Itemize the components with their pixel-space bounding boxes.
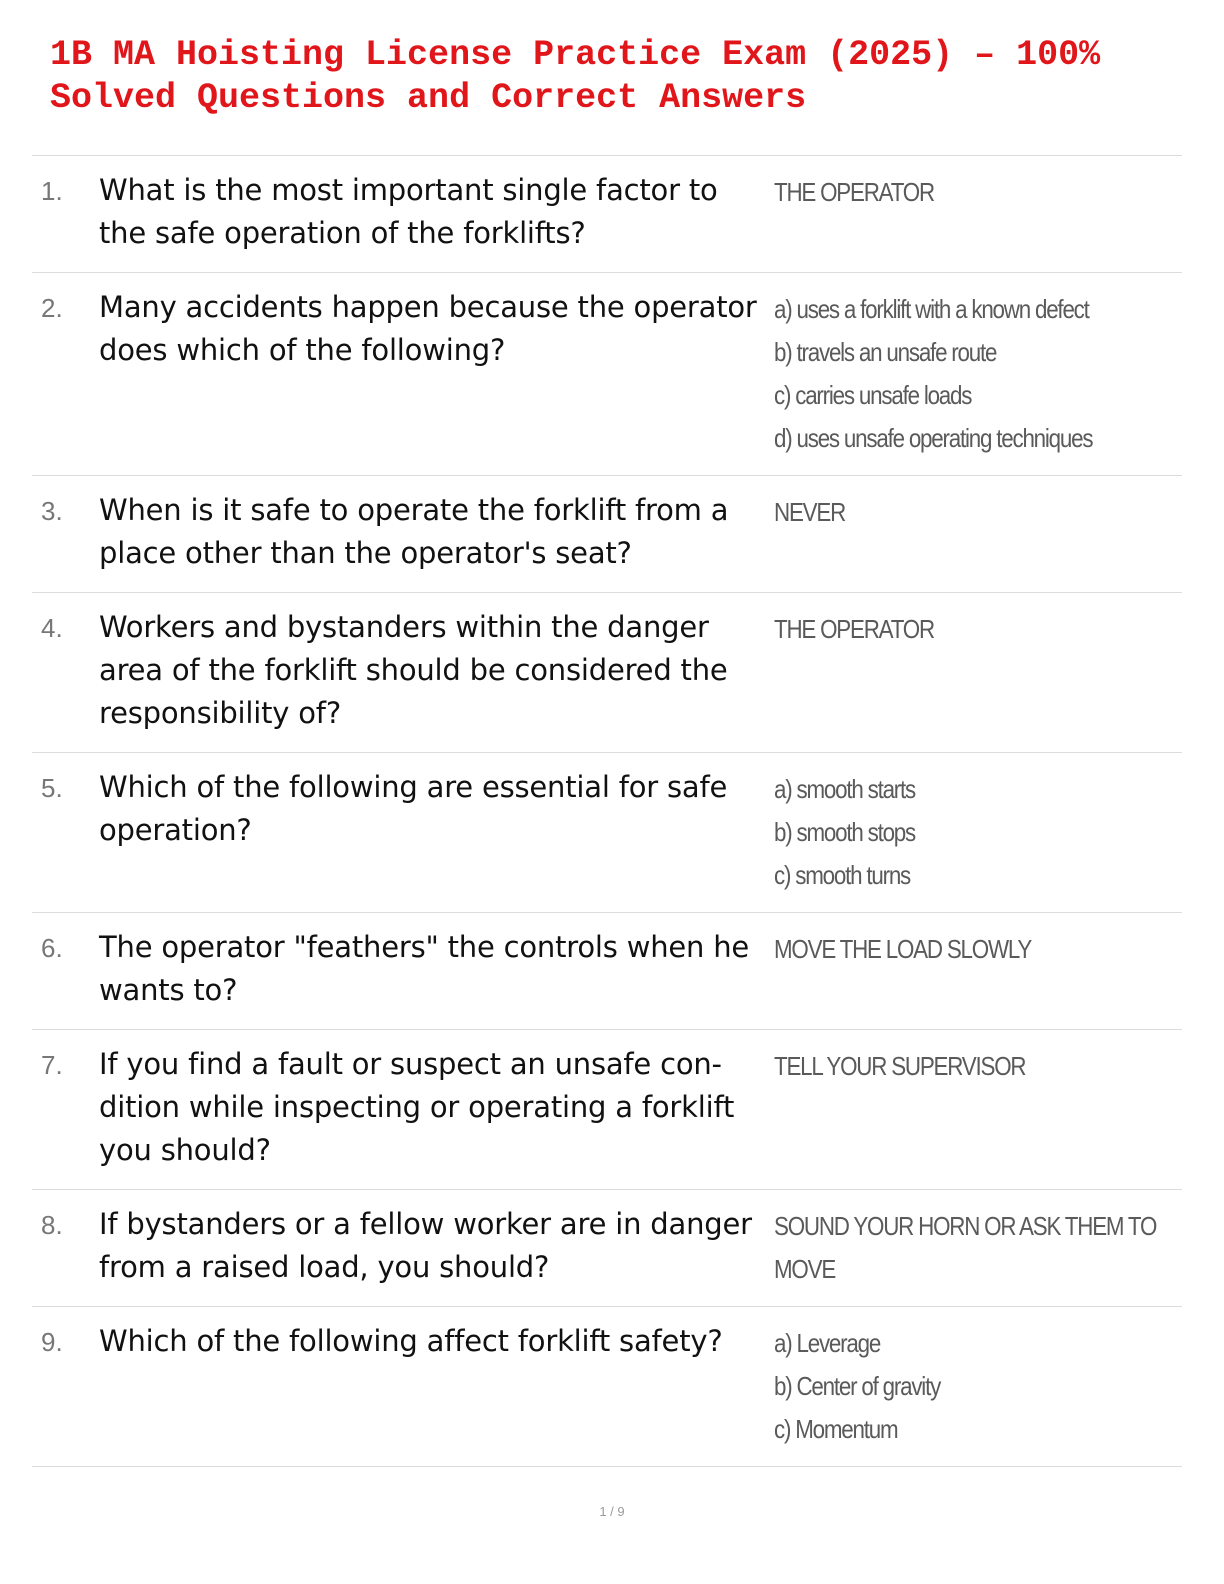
question-text: The operator "feathers" the controls when he wants to? — [99, 930, 750, 1007]
answer-text — [774, 491, 1118, 534]
question-text: If you find a fault or suspect an unsafe con- dition while inspecting or operating a forklift you should? — [99, 1047, 735, 1167]
answer-line: c) carries unsafe loads — [774, 380, 972, 410]
qa-row-2 — [32, 273, 1182, 476]
answer-line: b) Center of gravity — [774, 1371, 941, 1401]
answer-text — [774, 288, 1118, 460]
answer-line: THE OPERATOR — [774, 614, 934, 644]
answer-line: a) Leverage — [774, 1328, 881, 1358]
answer-line: THE OPERATOR — [774, 177, 934, 207]
qa-row-4 — [32, 593, 1182, 753]
qa-row-6 — [32, 913, 1182, 1030]
answer-line: a) smooth starts — [774, 774, 916, 804]
answer-line: NEVER — [774, 497, 846, 527]
answer-line: d) uses unsafe operating techniques — [774, 423, 1093, 453]
question-number: 8. — [41, 1210, 63, 1240]
page-indicator: 1 / 9 — [599, 1504, 625, 1519]
answer-line: MOVE THE LOAD SLOWLY — [774, 934, 1032, 964]
qa-table — [32, 155, 1182, 1467]
qa-row-8 — [32, 1190, 1182, 1307]
answer-text — [774, 768, 1118, 897]
answer-line: TELL YOUR SUPERVISOR — [774, 1051, 1026, 1081]
answer-line: c) smooth turns — [774, 860, 911, 890]
question-text: Many accidents happen because the operator does which of the following? — [99, 290, 757, 367]
question-number: 3. — [41, 496, 63, 526]
answer-text — [774, 928, 1118, 971]
qa-row-5 — [32, 753, 1182, 913]
document-title: 1B MA Hoisting License Practice Exam (2025) – 100% Solved Questions and Correct Answers — [50, 35, 1101, 118]
answer-line: a) uses a forklift with a known defect — [774, 294, 1089, 324]
answer-text — [774, 1045, 1118, 1088]
qa-row-7 — [32, 1030, 1182, 1190]
answer-line: c) Momentum — [774, 1414, 898, 1444]
question-text: If bystanders or a fellow worker are in danger from a raised load, you should? — [99, 1207, 752, 1284]
answer-text — [774, 608, 1118, 651]
question-text: When is it safe to operate the forklift from a place other than the operator's seat? — [99, 493, 729, 570]
answer-line: MOVE — [774, 1254, 836, 1284]
question-number: 7. — [41, 1050, 63, 1080]
answer-line: b) travels an unsafe route — [774, 337, 997, 367]
question-number: 6. — [41, 933, 63, 963]
question-text: What is the most important single factor to the safe operation of the forklifts? — [99, 173, 718, 250]
question-text: Which of the following affect forklift safety? — [99, 1324, 723, 1358]
answer-line: SOUND YOUR HORN OR ASK THEM TO — [774, 1211, 1157, 1241]
question-text: Workers and bystanders within the danger area of the forklift should be considered the responsibility of? — [99, 610, 728, 730]
qa-row-9 — [32, 1307, 1182, 1467]
question-number: 1. — [41, 176, 63, 206]
qa-row-3 — [32, 476, 1182, 593]
question-number: 2. — [41, 293, 63, 323]
question-number: 4. — [41, 613, 63, 643]
answer-line: b) smooth stops — [774, 817, 916, 847]
answer-text — [774, 1322, 1118, 1451]
answer-text — [774, 171, 1118, 214]
question-number: 9. — [41, 1327, 63, 1357]
question-number: 5. — [41, 773, 63, 803]
qa-row-1 — [32, 156, 1182, 273]
question-text: Which of the following are essential for safe operation? — [99, 770, 728, 847]
answer-text — [774, 1205, 1157, 1291]
